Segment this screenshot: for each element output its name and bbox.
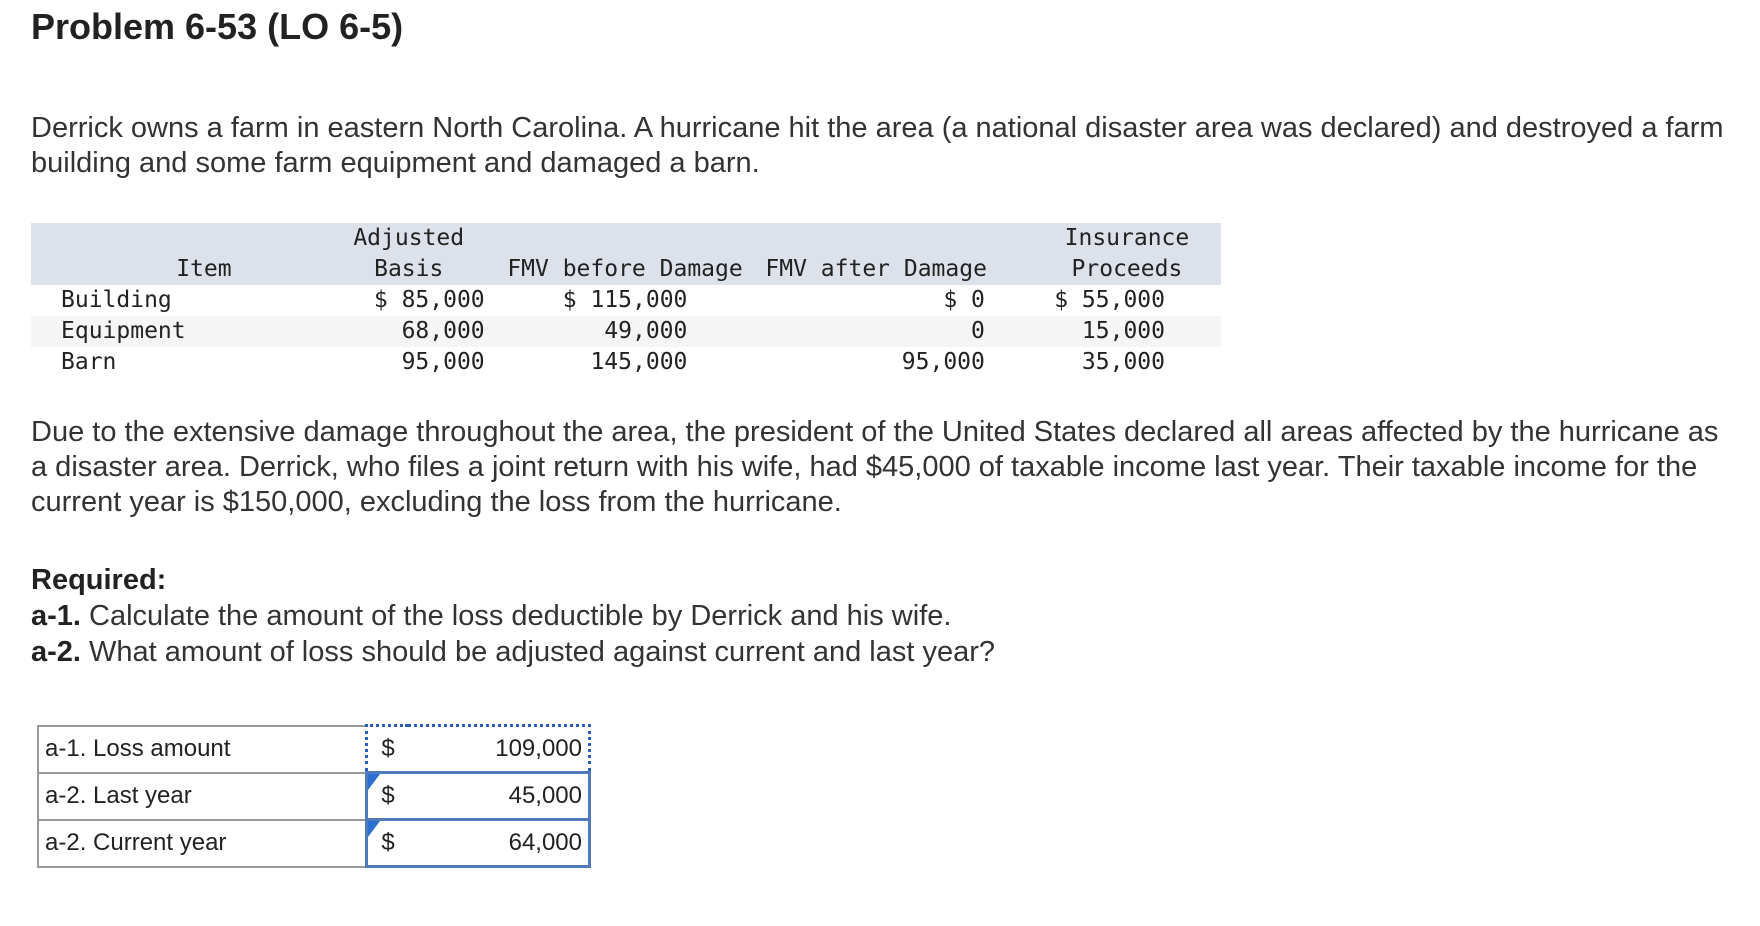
header-fmv-after-label: FMV after Damage bbox=[765, 256, 987, 282]
requirement-a2-label: a-2. bbox=[31, 636, 81, 668]
header-adjusted-basis bbox=[325, 223, 493, 285]
header-insurance-line2: Proceeds bbox=[1071, 256, 1183, 282]
answer-marker-icon bbox=[368, 774, 380, 790]
header-basis-line2: Basis bbox=[374, 256, 444, 282]
loss-data-table bbox=[31, 223, 1221, 378]
table-row bbox=[31, 285, 1221, 316]
required-heading: Required: bbox=[31, 564, 167, 596]
cell-fmv-after: 0 bbox=[757, 316, 1032, 347]
cell-basis: 68,000 bbox=[325, 316, 493, 347]
currency-symbol-text: $ bbox=[381, 829, 395, 856]
table-row bbox=[31, 347, 1221, 378]
cell-insurance: $ 55,000 bbox=[1054, 287, 1165, 313]
cell-insurance: 35,000 bbox=[1081, 349, 1165, 375]
requirement-a2 bbox=[31, 634, 995, 670]
loss-amount-input[interactable]: 109,000 bbox=[408, 726, 590, 773]
header-fmv-before-label: FMV before Damage bbox=[507, 256, 743, 282]
currency-symbol: $ bbox=[367, 726, 409, 773]
requirement-a1-label: a-1. bbox=[31, 600, 81, 632]
requirement-a1-text: Calculate the amount of the loss deductible by Derrick and his wife. bbox=[80, 600, 952, 632]
last-year-input[interactable]: 45,000 bbox=[408, 773, 590, 820]
header-insurance-line1: Insurance bbox=[1064, 225, 1190, 251]
header-fmv-after bbox=[757, 223, 1032, 285]
cell-insurance: 15,000 bbox=[1033, 316, 1221, 347]
answer-label: a-2. Last year bbox=[38, 773, 367, 820]
requirement-a1 bbox=[31, 598, 995, 634]
table-header-row bbox=[31, 223, 1221, 285]
cell-fmv-before: 49,000 bbox=[493, 316, 758, 347]
header-item bbox=[31, 223, 325, 285]
cell-basis: $ 85,000 bbox=[373, 287, 485, 313]
header-item-label: Item bbox=[176, 256, 232, 282]
page-title: Problem 6-53 (LO 6-5) bbox=[31, 6, 404, 47]
context-paragraph: Due to the extensive damage throughout the area, the president of the United States declared all areas affected by the hurricane as a disaster area. Derrick, who files a joint return with his wife, had $45,000 of taxable income last year. Their taxable income for the current year is $150,000, excluding the loss from the hurricane. bbox=[31, 416, 1719, 518]
cell-fmv-before: 145,000 bbox=[590, 349, 688, 375]
cell-fmv-after: $ 0 bbox=[943, 287, 985, 313]
current-year-input[interactable]: 64,000 bbox=[408, 820, 590, 867]
cell-basis: 95,000 bbox=[401, 349, 485, 375]
answer-label: a-2. Current year bbox=[38, 820, 367, 867]
cell-fmv-before: $ 115,000 bbox=[562, 287, 688, 313]
requirement-a2-text: What amount of loss should be adjusted against current and last year? bbox=[80, 636, 996, 668]
answer-row-current-year bbox=[38, 820, 590, 867]
currency-symbol bbox=[367, 773, 409, 820]
answer-row-last-year bbox=[38, 773, 590, 820]
cell-item: Barn bbox=[61, 349, 117, 375]
table-row bbox=[31, 316, 1221, 347]
answer-row-loss-amount bbox=[38, 726, 590, 773]
required-section bbox=[31, 562, 995, 670]
answer-marker-icon bbox=[368, 821, 380, 837]
cell-item: Building bbox=[61, 287, 172, 313]
header-fmv-before bbox=[493, 223, 758, 285]
header-basis-line1: Adjusted bbox=[353, 225, 465, 251]
intro-paragraph: Derrick owns a farm in eastern North Carolina. A hurricane hit the area (a national disaster area was declared) and destroyed a farm building and some farm equipment and damaged a barn. bbox=[31, 112, 1724, 179]
cell-item: Equipment bbox=[31, 316, 325, 347]
currency-symbol-text: $ bbox=[381, 782, 395, 809]
currency-symbol bbox=[367, 820, 409, 867]
answer-table bbox=[37, 724, 591, 868]
cell-fmv-after: 95,000 bbox=[901, 349, 985, 375]
header-insurance-proceeds bbox=[1033, 223, 1221, 285]
answer-label: a-1. Loss amount bbox=[38, 726, 367, 773]
